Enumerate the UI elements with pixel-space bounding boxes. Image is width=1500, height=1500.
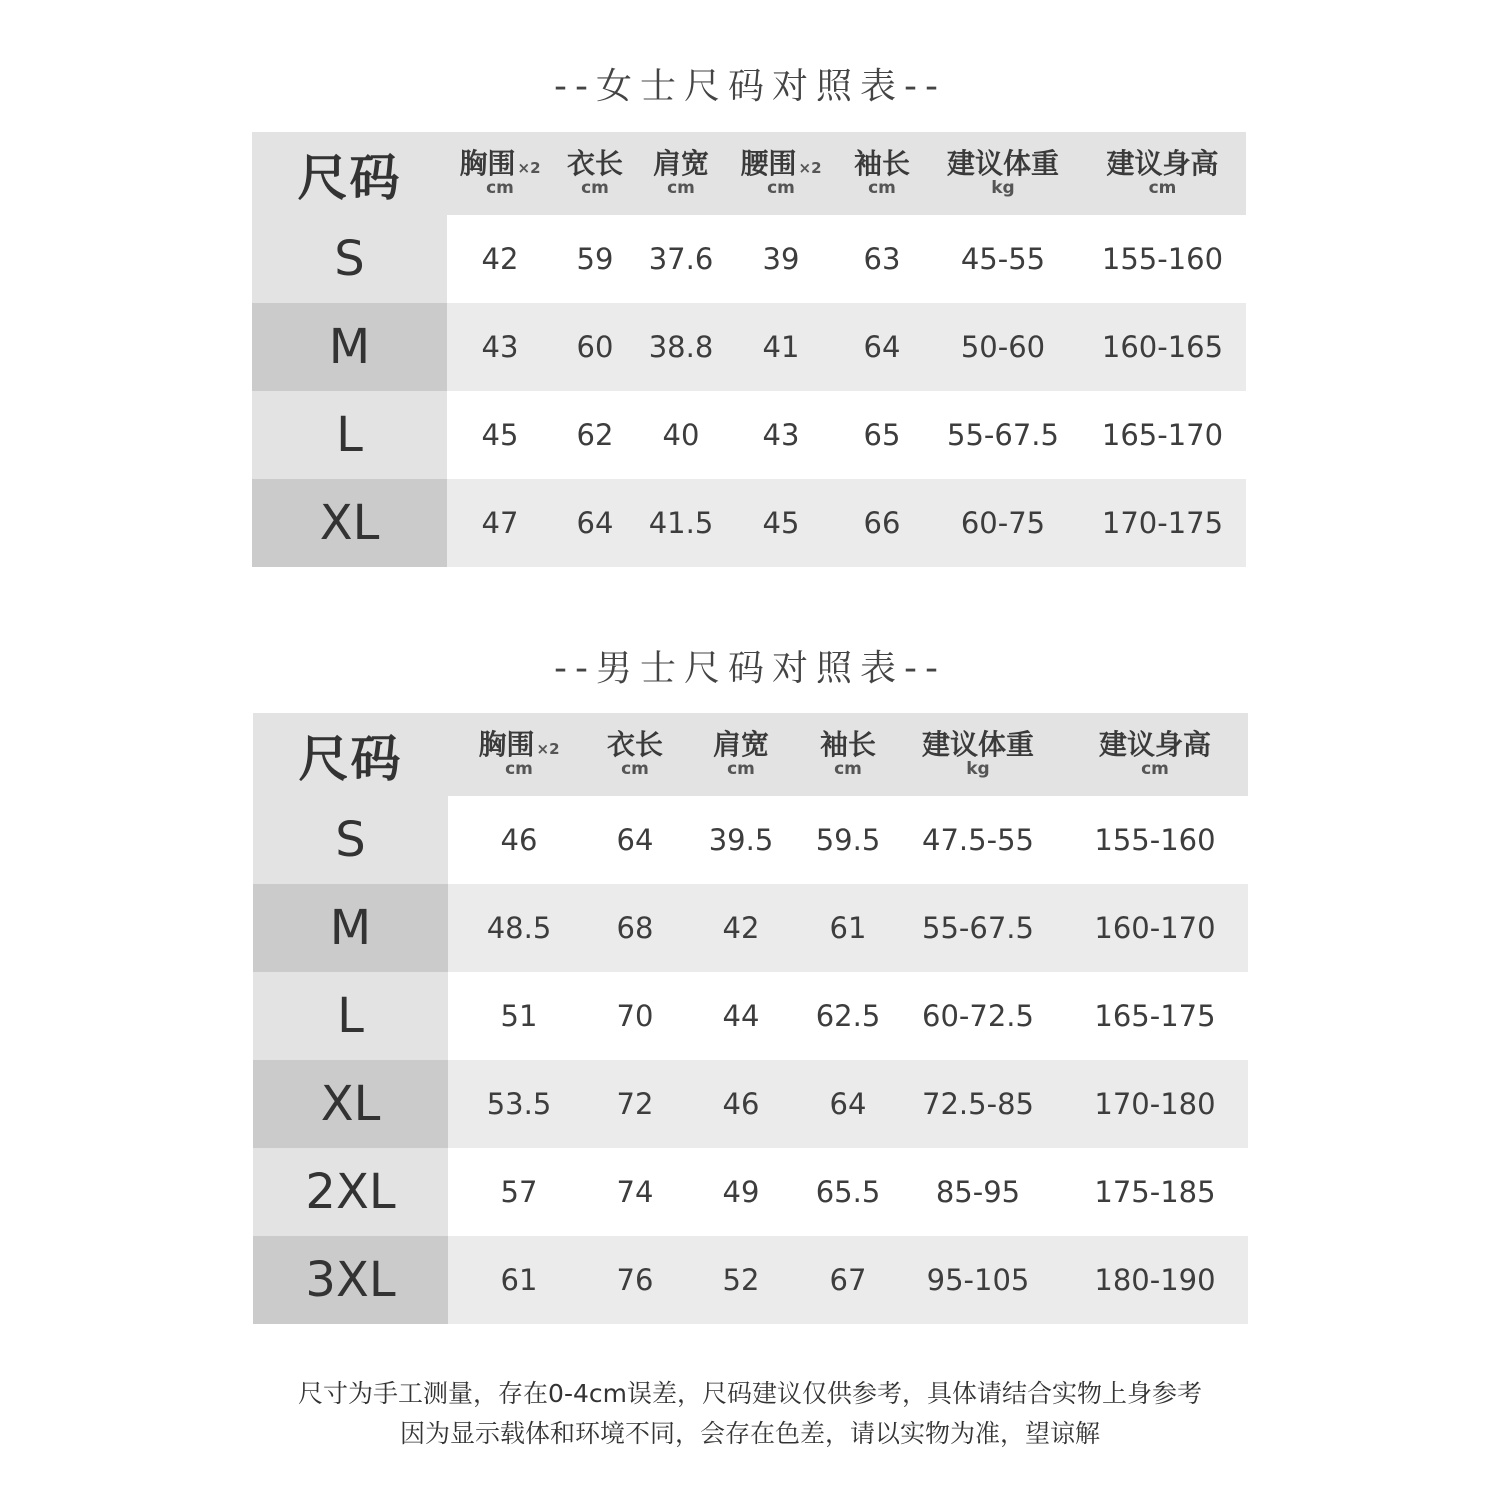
column-header-name: 肩宽 [652,147,709,180]
column-header-name: 胸围 [478,728,535,761]
table-cell: 51 [448,972,590,1060]
table-cell: 57 [448,1148,590,1236]
table-cell: 85-95 [894,1148,1062,1236]
table-cell: 60 [553,303,637,391]
table-cell: 44 [680,972,802,1060]
table-cell: 72 [590,1060,680,1148]
column-header [837,132,927,215]
table-cell: 52 [680,1236,802,1324]
column-header-unit: cm [505,759,533,779]
table-cell: 165-175 [1062,972,1248,1060]
table-row [252,391,1246,479]
column-header-name: 建议体重 [946,147,1059,180]
size-label: L [252,391,447,479]
table-cell: 45-55 [927,215,1079,303]
size-column-header: 尺码 [298,729,403,788]
table-cell: 65.5 [802,1148,894,1236]
table-cell: 67 [802,1236,894,1324]
size-column-header: 尺码 [297,148,402,207]
column-header [802,713,894,796]
table-cell: 48.5 [448,884,590,972]
table-cell: 180-190 [1062,1236,1248,1324]
column-header [1062,713,1248,796]
table-cell: 47 [447,479,553,567]
table-cell: 42 [680,884,802,972]
table-row [252,303,1246,391]
table-row [253,972,1248,1060]
table-cell: 64 [837,303,927,391]
table-cell: 64 [590,796,680,884]
size-label: 2XL [253,1148,448,1236]
table-cell: 60-75 [927,479,1079,567]
column-header [447,132,553,215]
table-cell: 47.5-55 [894,796,1062,884]
table-cell: 59.5 [802,796,894,884]
column-header [637,132,725,215]
table-cell: 64 [553,479,637,567]
size-label: S [253,796,448,884]
table-cell: 74 [590,1148,680,1236]
table-cell: 45 [725,479,837,567]
size-label: XL [253,1060,448,1148]
table-cell: 76 [590,1236,680,1324]
size-label: 3XL [253,1236,448,1324]
table-cell: 65 [837,391,927,479]
table-cell: 62.5 [802,972,894,1060]
table-cell: 61 [802,884,894,972]
size-label: L [253,972,448,1060]
table-cell: 38.8 [637,303,725,391]
table-cell: 170-175 [1079,479,1246,567]
table-cell: 155-160 [1062,796,1248,884]
table-cell: 155-160 [1079,215,1246,303]
size-label: M [252,303,447,391]
table-cell: 39 [725,215,837,303]
footnote [0,1374,1500,1454]
table-cell: 61 [448,1236,590,1324]
table-header-row [253,713,1248,796]
column-header-name: 胸围 [459,147,516,180]
column-header-unit: cm [834,759,862,779]
men-size-chart-title: --男士尺码对照表-- [554,648,946,689]
column-header-unit: cm [1141,759,1169,779]
table-cell: 72.5-85 [894,1060,1062,1148]
table-cell: 165-170 [1079,391,1246,479]
table-cell: 170-180 [1062,1060,1248,1148]
column-header-name: 腰围 [740,147,797,180]
table-row [253,796,1248,884]
footnote-line-color: 因为显示载体和环境不同，会存在色差，请以实物为准，望谅解 [399,1419,1100,1448]
column-header [894,713,1062,796]
table-header-row [252,132,1246,215]
table-cell: 95-105 [894,1236,1062,1324]
women-size-chart-title: --女士尺码对照表-- [554,66,946,107]
table-cell: 63 [837,215,927,303]
column-header [927,132,1079,215]
table-row [252,215,1246,303]
table-row [252,479,1246,567]
table-cell: 68 [590,884,680,972]
table-cell: 37.6 [637,215,725,303]
size-label: S [252,215,447,303]
column-header-name: 建议身高 [1098,728,1211,761]
table-cell: 70 [590,972,680,1060]
column-header-name: 衣长 [606,728,663,761]
table-cell: 46 [680,1060,802,1148]
column-header-unit: kg [966,759,990,779]
column-header-name: 衣长 [566,147,623,180]
column-header [448,713,590,796]
table-row [253,1148,1248,1236]
table-cell: 55-67.5 [927,391,1079,479]
table-cell: 50-60 [927,303,1079,391]
table-row [253,1060,1248,1148]
women-size-table [252,132,1246,567]
table-row [253,1236,1248,1324]
table-cell: 64 [802,1060,894,1148]
table-cell: 45 [447,391,553,479]
column-header [725,132,837,215]
column-header [680,713,802,796]
column-header-name: 建议体重 [921,728,1034,761]
column-header [1079,132,1246,215]
column-header-multiplier: ×2 [517,159,541,177]
column-header-name: 袖长 [819,728,876,761]
footnote-line-measurement: 尺寸为手工测量，存在0-4cm误差，尺码建议仅供参考，具体请结合实物上身参考 [298,1379,1202,1408]
table-cell: 160-170 [1062,884,1248,972]
column-header-multiplier: ×2 [798,159,822,177]
size-label: XL [252,479,447,567]
column-header-multiplier: ×2 [536,740,560,758]
column-header-name: 袖长 [853,147,910,180]
column-header-unit: kg [991,178,1015,198]
table-cell: 175-185 [1062,1148,1248,1236]
column-header-unit: cm [621,759,649,779]
table-cell: 160-165 [1079,303,1246,391]
table-cell: 41.5 [637,479,725,567]
column-header-unit: cm [486,178,514,198]
table-cell: 62 [553,391,637,479]
table-cell: 40 [637,391,725,479]
table-cell: 60-72.5 [894,972,1062,1060]
column-header-unit: cm [868,178,896,198]
table-cell: 41 [725,303,837,391]
table-cell: 55-67.5 [894,884,1062,972]
table-cell: 59 [553,215,637,303]
column-header [590,713,680,796]
column-header-name: 肩宽 [712,728,769,761]
column-header-unit: cm [581,178,609,198]
column-header [553,132,637,215]
table-cell: 39.5 [680,796,802,884]
column-header-unit: cm [1148,178,1177,198]
column-header-unit: cm [727,759,755,779]
table-cell: 42 [447,215,553,303]
column-header-name: 建议身高 [1106,147,1219,180]
table-row [253,884,1248,972]
men-size-table [253,713,1248,1324]
column-header-unit: cm [767,178,795,198]
table-cell: 43 [447,303,553,391]
column-header-unit: cm [667,178,695,198]
table-cell: 46 [448,796,590,884]
table-cell: 49 [680,1148,802,1236]
table-cell: 53.5 [448,1060,590,1148]
table-cell: 66 [837,479,927,567]
table-cell: 43 [725,391,837,479]
size-label: M [253,884,448,972]
